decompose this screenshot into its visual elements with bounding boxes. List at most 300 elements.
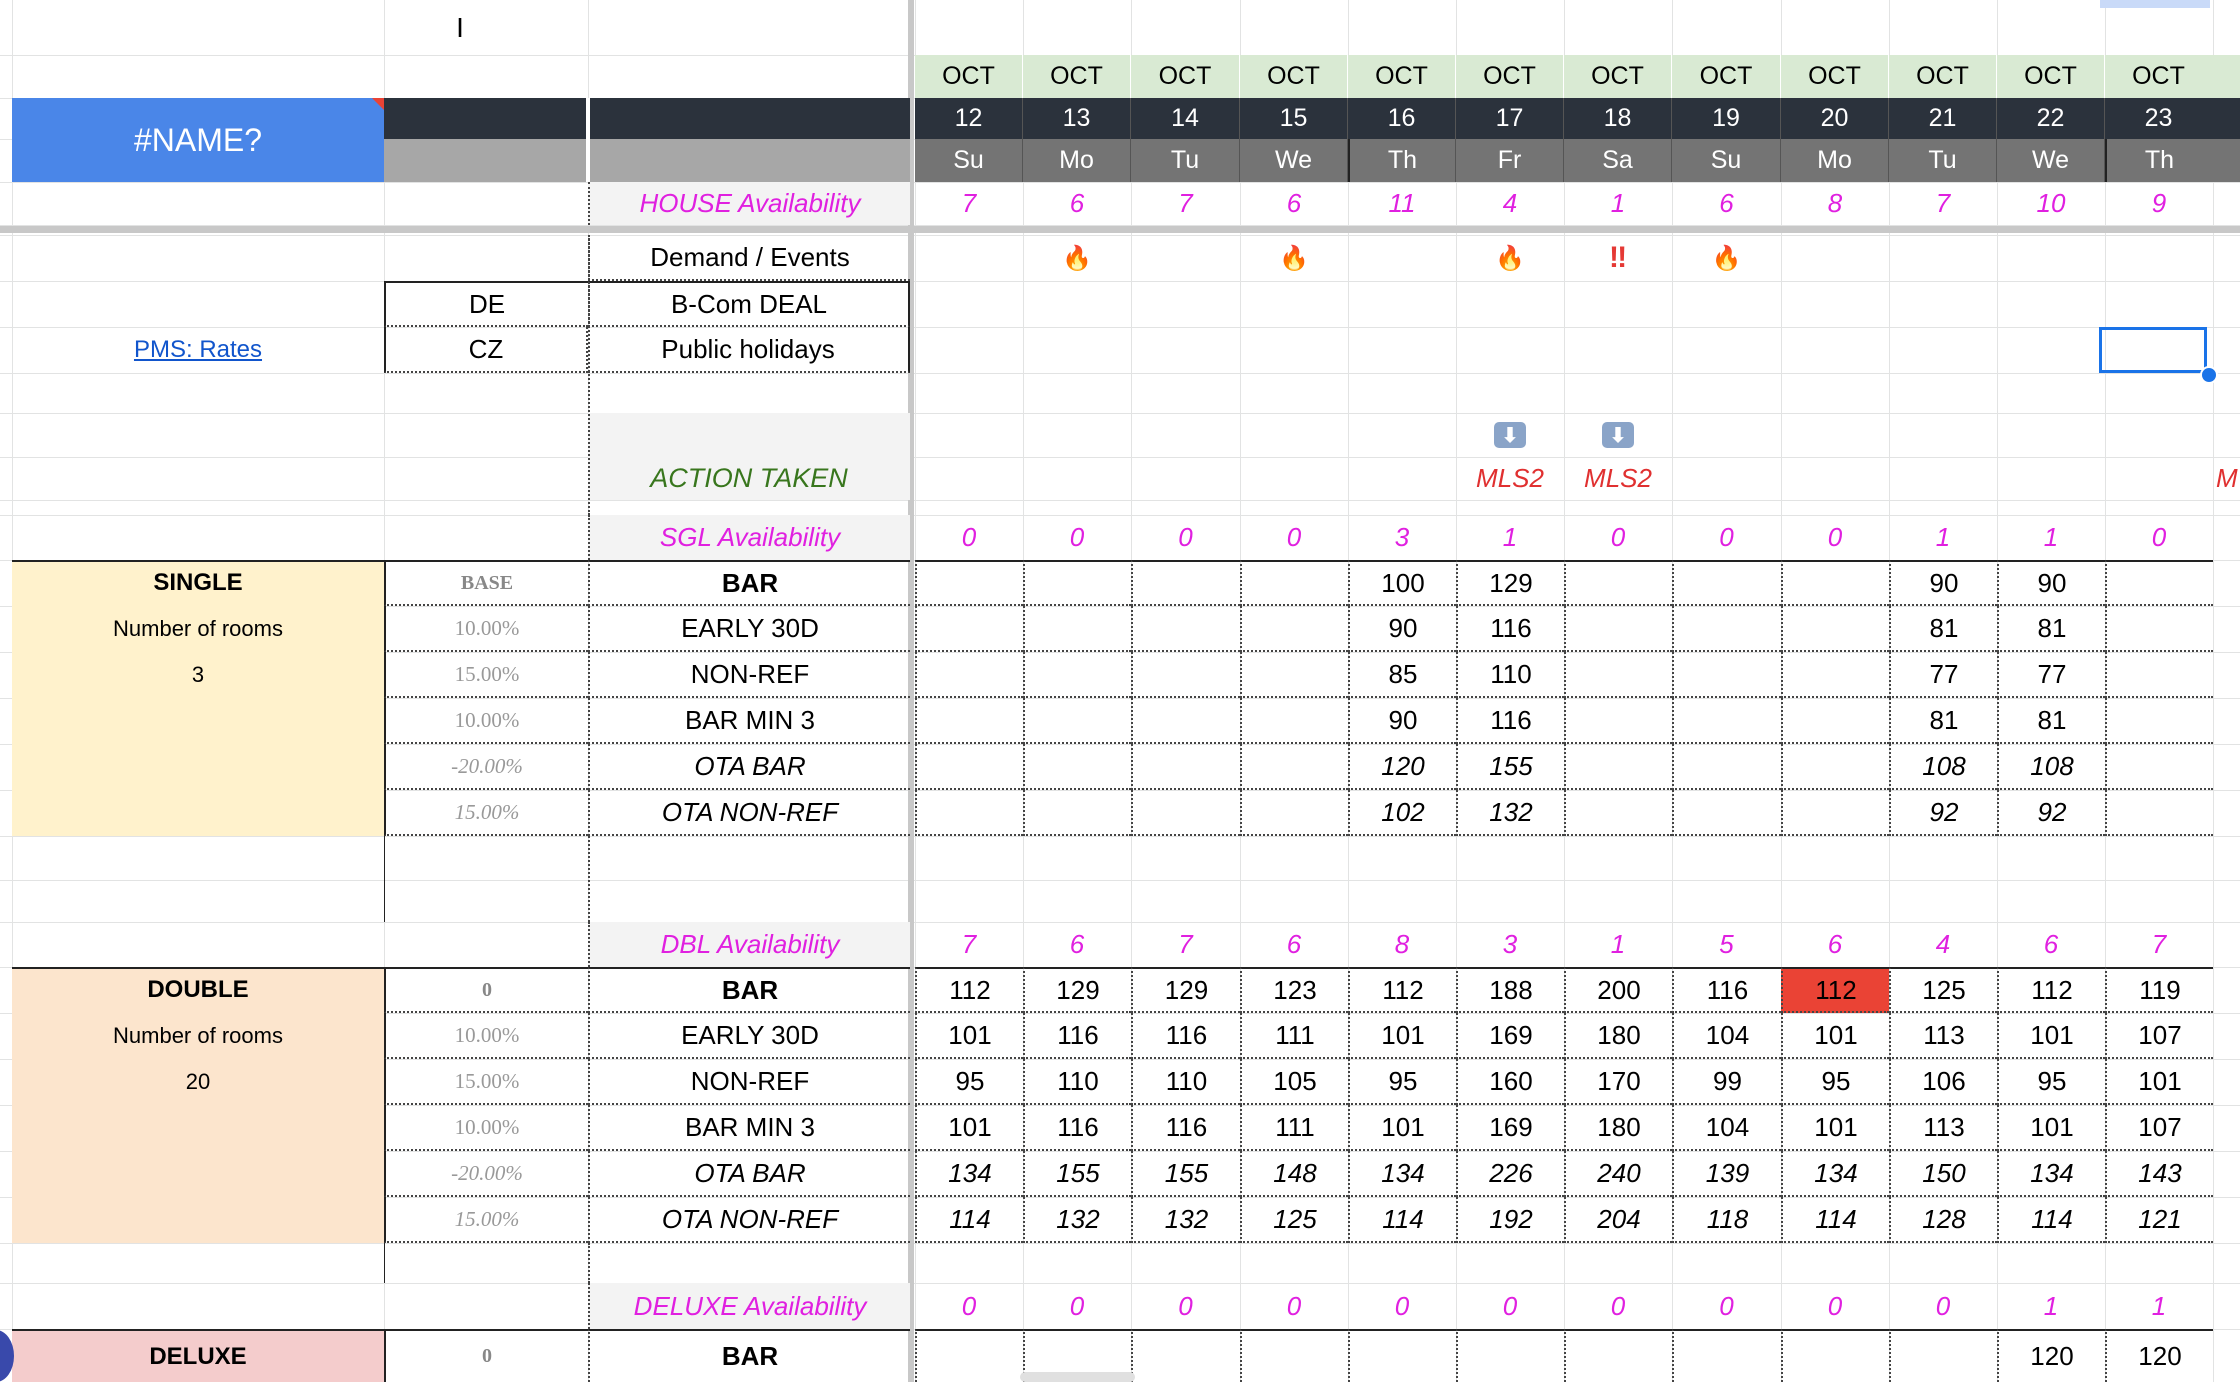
house-availability-value[interactable]: 4 xyxy=(1502,188,1518,218)
single-rate-value[interactable]: 129 xyxy=(1456,560,1564,606)
single-rate-value[interactable]: 77 xyxy=(1997,652,2105,698)
double-rate-value[interactable]: 112 xyxy=(915,967,1023,1013)
month-header[interactable]: OCT xyxy=(2105,55,2213,98)
sgl-availability-value[interactable]: 0 xyxy=(1286,522,1302,552)
double-rate-value[interactable]: 155 xyxy=(1023,1151,1131,1197)
double-rate-value[interactable]: 192 xyxy=(1456,1197,1564,1243)
double-rate-value[interactable]: 132 xyxy=(1131,1197,1240,1243)
single-rate-value[interactable]: 81 xyxy=(1997,698,2105,744)
double-rate-value[interactable]: 116 xyxy=(1672,967,1781,1013)
sgl-availability-value[interactable]: 0 xyxy=(1719,522,1734,552)
double-rate-value[interactable]: 101 xyxy=(1348,1105,1456,1151)
single-rate-value[interactable]: 85 xyxy=(1348,652,1456,698)
house-availability-value[interactable]: 8 xyxy=(1827,188,1843,218)
single-rate-value[interactable]: 90 xyxy=(1889,560,1997,606)
header-gray-band[interactable] xyxy=(384,139,910,182)
double-rate-value[interactable]: 101 xyxy=(1997,1105,2105,1151)
double-rate-value[interactable]: 125 xyxy=(1889,967,1997,1013)
deluxe-rate-value[interactable]: 120 xyxy=(2105,1329,2213,1382)
double-rate-value[interactable]: 101 xyxy=(1781,1013,1889,1059)
double-rate-value[interactable]: 169 xyxy=(1456,1013,1564,1059)
sgl-availability-value[interactable]: 0 xyxy=(1178,522,1193,552)
double-rate-value[interactable]: 95 xyxy=(1781,1059,1889,1105)
single-rate-value[interactable] xyxy=(1672,606,1781,652)
single-rate-value[interactable]: 90 xyxy=(1348,698,1456,744)
single-rate-value[interactable] xyxy=(1240,790,1348,836)
single-rooms-label[interactable]: Number of rooms xyxy=(113,616,283,641)
date-header[interactable]: 20 xyxy=(1781,98,1889,139)
single-rate-value[interactable] xyxy=(915,606,1023,652)
sgl-availability-value[interactable]: 3 xyxy=(1394,522,1410,552)
date-header[interactable]: 13 xyxy=(1023,98,1131,139)
dbl-availability-value[interactable]: 7 xyxy=(1178,929,1193,959)
double-rate-value[interactable]: 188 xyxy=(1456,967,1564,1013)
weekday-header[interactable]: We xyxy=(1997,139,2105,182)
double-rate-value[interactable]: 111 xyxy=(1240,1013,1348,1059)
weekday-header[interactable]: Th xyxy=(2105,139,2213,182)
single-modifier[interactable]: -20.00% xyxy=(384,744,588,790)
deluxe-availability-value[interactable]: 0 xyxy=(1069,1290,1085,1321)
double-room-name[interactable]: DOUBLE xyxy=(147,976,249,1003)
single-rate-value[interactable] xyxy=(1564,698,1672,744)
single-rate-value[interactable] xyxy=(1781,744,1889,790)
single-rate-value[interactable] xyxy=(1023,560,1131,606)
weekday-header[interactable]: Su xyxy=(1672,139,1781,182)
single-rate-value[interactable] xyxy=(1131,744,1240,790)
weekday-header[interactable]: Mo xyxy=(1781,139,1889,182)
double-modifier[interactable]: -20.00% xyxy=(384,1151,588,1197)
single-rate-value[interactable] xyxy=(1131,606,1240,652)
double-rate-code[interactable]: OTA BAR xyxy=(588,1151,910,1197)
double-rate-value[interactable]: 114 xyxy=(1348,1197,1456,1243)
single-rate-value[interactable] xyxy=(1672,744,1781,790)
double-rate-value[interactable]: 134 xyxy=(915,1151,1023,1197)
deluxe-availability-value[interactable]: 0 xyxy=(1610,1290,1626,1321)
single-rate-value[interactable] xyxy=(1240,606,1348,652)
double-rate-value[interactable]: 200 xyxy=(1564,967,1672,1013)
month-header[interactable]: OCT xyxy=(1131,55,1240,98)
single-rate-value[interactable] xyxy=(1564,790,1672,836)
single-rate-value[interactable] xyxy=(1672,652,1781,698)
single-rate-value[interactable] xyxy=(915,560,1023,606)
double-rooms-count[interactable]: 20 xyxy=(185,1069,211,1094)
double-modifier[interactable]: 15.00% xyxy=(384,1059,588,1105)
action-taken-value[interactable]: MLS2 xyxy=(1476,463,1544,493)
double-rate-value[interactable]: 180 xyxy=(1564,1013,1672,1059)
double-rate-value[interactable]: 129 xyxy=(1131,967,1240,1013)
single-rate-value[interactable]: 116 xyxy=(1456,698,1564,744)
double-rate-value[interactable]: 112 xyxy=(1997,967,2105,1013)
date-header[interactable]: 15 xyxy=(1240,98,1348,139)
month-header[interactable]: OCT xyxy=(1023,55,1131,98)
deluxe-rate-value[interactable] xyxy=(1781,1329,1889,1382)
deluxe-rate-value[interactable]: 120 xyxy=(1997,1329,2105,1382)
single-rate-value[interactable]: 81 xyxy=(1889,606,1997,652)
dbl-availability-value[interactable]: 5 xyxy=(1719,929,1734,959)
deluxe-availability-label[interactable]: DELUXE Availability xyxy=(588,1283,910,1329)
horizontal-scrollbar[interactable] xyxy=(1020,1372,1135,1382)
dbl-availability-value[interactable]: 3 xyxy=(1502,929,1518,959)
deluxe-rate-code[interactable]: BAR xyxy=(588,1329,910,1382)
date-header[interactable]: 12 xyxy=(915,98,1023,139)
single-rate-value[interactable] xyxy=(1023,744,1131,790)
single-rate-value[interactable] xyxy=(2105,790,2213,836)
country-cz[interactable]: CZ xyxy=(384,327,588,373)
single-rate-code[interactable]: NON-REF xyxy=(588,652,910,698)
dbl-availability-value[interactable]: 7 xyxy=(961,929,977,959)
single-rate-value[interactable] xyxy=(1131,698,1240,744)
single-rooms-count[interactable]: 3 xyxy=(191,662,205,687)
double-rate-value[interactable]: 139 xyxy=(1672,1151,1781,1197)
double-modifier[interactable]: 10.00% xyxy=(384,1105,588,1151)
single-rate-value[interactable] xyxy=(2105,606,2213,652)
single-rate-value[interactable] xyxy=(915,790,1023,836)
single-rate-value[interactable] xyxy=(1564,744,1672,790)
double-rate-value[interactable]: 114 xyxy=(1997,1197,2105,1243)
date-header[interactable]: 22 xyxy=(1997,98,2105,139)
single-rate-value[interactable] xyxy=(1131,790,1240,836)
single-rate-value[interactable] xyxy=(1672,560,1781,606)
deluxe-availability-value[interactable]: 0 xyxy=(961,1290,977,1321)
single-rate-value[interactable]: 92 xyxy=(1889,790,1997,836)
double-rate-value[interactable]: 95 xyxy=(1348,1059,1456,1105)
double-rate-value[interactable]: 119 xyxy=(2105,967,2213,1013)
public-holidays-label[interactable]: Public holidays xyxy=(588,327,910,373)
month-header[interactable]: OCT xyxy=(1456,55,1564,98)
double-rate-value[interactable]: 132 xyxy=(1023,1197,1131,1243)
double-rate-value[interactable]: 101 xyxy=(1348,1013,1456,1059)
pms-rates-link[interactable]: PMS: Rates xyxy=(133,336,263,363)
house-availability-value[interactable]: 7 xyxy=(961,188,977,218)
single-rate-value[interactable] xyxy=(1240,698,1348,744)
single-rate-value[interactable] xyxy=(1240,560,1348,606)
month-header[interactable]: OCT xyxy=(915,55,1023,98)
single-rate-value[interactable] xyxy=(1240,652,1348,698)
double-rate-value[interactable]: 101 xyxy=(1781,1105,1889,1151)
single-rate-value[interactable] xyxy=(1781,606,1889,652)
sgl-availability-value[interactable]: 0 xyxy=(1610,522,1626,552)
frozen-row-divider[interactable] xyxy=(0,226,2240,233)
double-rate-value[interactable]: 170 xyxy=(1564,1059,1672,1105)
double-rate-value[interactable]: 105 xyxy=(1240,1059,1348,1105)
double-rate-code[interactable]: EARLY 30D xyxy=(588,1013,910,1059)
sgl-availability-value[interactable]: 1 xyxy=(1935,522,1951,552)
single-rate-value[interactable] xyxy=(2105,698,2213,744)
double-rate-value[interactable]: 125 xyxy=(1240,1197,1348,1243)
house-availability-value[interactable]: 9 xyxy=(2151,188,2167,218)
house-availability-value[interactable]: 6 xyxy=(1069,188,1085,218)
month-header-partial[interactable] xyxy=(2212,55,2240,98)
double-rate-value[interactable]: 204 xyxy=(1564,1197,1672,1243)
double-rate-code[interactable]: NON-REF xyxy=(588,1059,910,1105)
double-rate-value[interactable]: 113 xyxy=(1889,1013,1997,1059)
double-rate-value[interactable]: 116 xyxy=(1131,1105,1240,1151)
single-rate-value[interactable]: 81 xyxy=(1889,698,1997,744)
name-error-cell[interactable]: #NAME? xyxy=(12,98,384,182)
sgl-availability-value[interactable]: 1 xyxy=(1502,522,1518,552)
date-header[interactable]: 21 xyxy=(1889,98,1997,139)
double-rate-value[interactable]: 99 xyxy=(1672,1059,1781,1105)
single-rate-value[interactable]: 116 xyxy=(1456,606,1564,652)
date-header[interactable]: 23 xyxy=(2105,98,2213,139)
single-modifier[interactable]: 15.00% xyxy=(384,652,588,698)
deluxe-rate-value[interactable] xyxy=(1240,1329,1348,1382)
dbl-availability-value[interactable]: 8 xyxy=(1394,929,1410,959)
single-rate-value[interactable] xyxy=(1023,790,1131,836)
deluxe-availability-value[interactable]: 1 xyxy=(2043,1290,2059,1321)
single-rate-value[interactable]: 100 xyxy=(1348,560,1456,606)
double-modifier[interactable]: 0 xyxy=(384,967,588,1013)
double-rate-value[interactable]: 118 xyxy=(1672,1197,1781,1243)
bcom-deal-label[interactable]: B-Com DEAL xyxy=(588,281,910,327)
deluxe-availability-value[interactable]: 0 xyxy=(1394,1290,1410,1321)
double-rate-code[interactable]: BAR MIN 3 xyxy=(588,1105,910,1151)
single-rate-value[interactable]: 102 xyxy=(1348,790,1456,836)
dbl-availability-value[interactable]: 6 xyxy=(1069,929,1085,959)
single-rate-value[interactable]: 90 xyxy=(1348,606,1456,652)
double-rate-value[interactable]: 114 xyxy=(1781,1197,1889,1243)
double-rate-value[interactable]: 104 xyxy=(1672,1105,1781,1151)
single-rate-value[interactable] xyxy=(915,652,1023,698)
house-availability-value[interactable]: 7 xyxy=(1935,188,1951,218)
single-modifier[interactable]: 10.00% xyxy=(384,698,588,744)
double-rate-value[interactable]: 116 xyxy=(1023,1105,1131,1151)
dbl-availability-value[interactable]: 6 xyxy=(1827,929,1843,959)
sgl-availability-value[interactable]: 0 xyxy=(2151,522,2167,552)
double-rate-value[interactable]: 106 xyxy=(1889,1059,1997,1105)
single-rate-value[interactable]: 120 xyxy=(1348,744,1456,790)
deluxe-availability-value[interactable]: 0 xyxy=(1719,1290,1734,1321)
weekday-header[interactable]: Fr xyxy=(1456,139,1564,182)
house-availability-value[interactable]: 6 xyxy=(1719,188,1734,218)
single-rate-code[interactable]: BAR MIN 3 xyxy=(588,698,910,744)
double-rate-value[interactable]: 104 xyxy=(1672,1013,1781,1059)
house-availability-value[interactable]: 7 xyxy=(1178,188,1193,218)
single-rate-value[interactable]: 108 xyxy=(1889,744,1997,790)
single-rate-value[interactable]: 155 xyxy=(1456,744,1564,790)
country-de[interactable]: DE xyxy=(384,281,588,327)
deluxe-rate-value[interactable] xyxy=(1564,1329,1672,1382)
double-rate-value[interactable]: 101 xyxy=(915,1013,1023,1059)
double-rate-code[interactable]: BAR xyxy=(588,967,910,1013)
single-rate-value[interactable] xyxy=(2105,744,2213,790)
single-rate-code[interactable]: EARLY 30D xyxy=(588,606,910,652)
double-rate-value[interactable]: 95 xyxy=(1997,1059,2105,1105)
deluxe-rate-value[interactable] xyxy=(915,1329,1023,1382)
double-rate-value[interactable]: 128 xyxy=(1889,1197,1997,1243)
selected-cell[interactable] xyxy=(2099,327,2207,373)
date-header[interactable]: 16 xyxy=(1348,98,1456,139)
double-rate-value[interactable]: 148 xyxy=(1240,1151,1348,1197)
single-rate-value[interactable]: 108 xyxy=(1997,744,2105,790)
single-modifier[interactable]: BASE xyxy=(384,560,588,606)
double-rate-value[interactable]: 240 xyxy=(1564,1151,1672,1197)
dbl-availability-value[interactable]: 7 xyxy=(2151,929,2167,959)
month-header[interactable]: OCT xyxy=(1889,55,1997,98)
month-header[interactable]: OCT xyxy=(1564,55,1672,98)
weekday-header[interactable]: We xyxy=(1240,139,1348,182)
double-rate-value[interactable]: 112 xyxy=(1348,967,1456,1013)
double-rate-value[interactable]: 111 xyxy=(1240,1105,1348,1151)
weekday-header[interactable]: Mo xyxy=(1023,139,1131,182)
deluxe-availability-value[interactable]: 0 xyxy=(1502,1290,1518,1321)
double-rate-value[interactable]: 116 xyxy=(1131,1013,1240,1059)
sgl-availability-value[interactable]: 0 xyxy=(1069,522,1085,552)
month-header[interactable]: OCT xyxy=(1240,55,1348,98)
double-rate-value[interactable]: 95 xyxy=(915,1059,1023,1105)
double-rate-value[interactable]: 160 xyxy=(1456,1059,1564,1105)
single-rate-value[interactable]: 81 xyxy=(1997,606,2105,652)
double-rate-value[interactable]: 150 xyxy=(1889,1151,1997,1197)
double-rate-value[interactable]: 134 xyxy=(1997,1151,2105,1197)
weekday-header[interactable]: Tu xyxy=(1131,139,1240,182)
double-rate-value[interactable]: 113 xyxy=(1889,1105,1997,1151)
double-rate-value[interactable]: 107 xyxy=(2105,1013,2213,1059)
double-rooms-label[interactable]: Number of rooms xyxy=(113,1023,283,1048)
action-taken-label[interactable]: ACTION TAKEN xyxy=(588,457,910,500)
single-rate-value[interactable] xyxy=(2105,560,2213,606)
date-header[interactable]: 17 xyxy=(1456,98,1564,139)
month-header[interactable]: OCT xyxy=(1672,55,1781,98)
month-header[interactable]: OCT xyxy=(1781,55,1889,98)
double-rate-value[interactable]: 169 xyxy=(1456,1105,1564,1151)
deluxe-availability-value[interactable]: 0 xyxy=(1286,1290,1302,1321)
deluxe-availability-value[interactable]: 0 xyxy=(1178,1290,1193,1321)
single-rate-code[interactable]: OTA NON-REF xyxy=(588,790,910,836)
single-rate-value[interactable] xyxy=(1781,790,1889,836)
dbl-availability-value[interactable]: 6 xyxy=(1286,929,1302,959)
deluxe-rate-value[interactable] xyxy=(1456,1329,1564,1382)
double-modifier[interactable]: 15.00% xyxy=(384,1197,588,1243)
dbl-availability-value[interactable]: 4 xyxy=(1935,929,1951,959)
date-header[interactable]: 18 xyxy=(1564,98,1672,139)
double-rate-value[interactable]: 155 xyxy=(1131,1151,1240,1197)
single-modifier[interactable]: 10.00% xyxy=(384,606,588,652)
double-rate-value[interactable]: 134 xyxy=(1348,1151,1456,1197)
single-rate-value[interactable] xyxy=(1564,652,1672,698)
single-rate-value[interactable] xyxy=(1672,790,1781,836)
gridline xyxy=(0,500,2240,501)
single-rate-value[interactable] xyxy=(1131,560,1240,606)
header-dark-band[interactable] xyxy=(384,98,910,139)
single-rate-value[interactable] xyxy=(915,698,1023,744)
demand-events-label[interactable]: Demand / Events xyxy=(588,235,910,281)
deluxe-availability-value[interactable]: 1 xyxy=(2151,1290,2167,1321)
double-rate-value[interactable]: 226 xyxy=(1456,1151,1564,1197)
single-rate-value[interactable] xyxy=(1672,698,1781,744)
deluxe-availability-value[interactable]: 0 xyxy=(1827,1290,1843,1321)
sgl-availability-label[interactable]: SGL Availability xyxy=(588,515,910,560)
sgl-availability-value[interactable]: 0 xyxy=(1827,522,1843,552)
sgl-availability-value[interactable]: 1 xyxy=(2043,522,2059,552)
deluxe-modifier[interactable]: 0 xyxy=(384,1329,588,1382)
single-rate-value[interactable] xyxy=(1564,606,1672,652)
column-select-band xyxy=(2100,0,2210,8)
single-rate-code[interactable]: OTA BAR xyxy=(588,744,910,790)
date-header[interactable]: 14 xyxy=(1131,98,1240,139)
deluxe-rate-value[interactable] xyxy=(1131,1329,1240,1382)
single-modifier[interactable]: 15.00% xyxy=(384,790,588,836)
double-rate-value[interactable]: 121 xyxy=(2105,1197,2213,1243)
double-rate-value[interactable]: 101 xyxy=(1997,1013,2105,1059)
fill-handle[interactable] xyxy=(2200,366,2218,384)
double-rate-value[interactable]: 107 xyxy=(2105,1105,2213,1151)
single-rate-value[interactable] xyxy=(1781,560,1889,606)
deluxe-room-name[interactable]: DELUXE xyxy=(12,1329,384,1382)
action-taken-partial[interactable]: M xyxy=(2216,463,2238,493)
single-rate-value[interactable]: 77 xyxy=(1889,652,1997,698)
double-rate-value[interactable]: 110 xyxy=(1023,1059,1131,1105)
deluxe-availability-value[interactable]: 0 xyxy=(1935,1290,1951,1321)
double-rate-value[interactable]: 110 xyxy=(1131,1059,1240,1105)
double-modifier[interactable]: 10.00% xyxy=(384,1013,588,1059)
double-rate-value[interactable]: 123 xyxy=(1240,967,1348,1013)
gridline xyxy=(2213,0,2214,1382)
single-rate-value[interactable] xyxy=(1240,744,1348,790)
single-rate-value[interactable] xyxy=(2105,652,2213,698)
double-rate-value[interactable]: 101 xyxy=(2105,1059,2213,1105)
single-rate-value[interactable] xyxy=(1131,652,1240,698)
single-rate-value[interactable] xyxy=(1023,698,1131,744)
weekday-header[interactable]: Tu xyxy=(1889,139,1997,182)
single-rate-value[interactable]: 110 xyxy=(1456,652,1564,698)
house-availability-value[interactable]: 11 xyxy=(1388,188,1416,218)
single-rate-value[interactable] xyxy=(1023,652,1131,698)
deluxe-rate-value[interactable] xyxy=(1348,1329,1456,1382)
single-rate-value[interactable] xyxy=(1781,652,1889,698)
weekday-header[interactable]: Sa xyxy=(1564,139,1672,182)
deluxe-rate-value[interactable] xyxy=(1889,1329,1997,1382)
month-header[interactable]: OCT xyxy=(1997,55,2105,98)
sgl-availability-value[interactable]: 0 xyxy=(961,522,977,552)
single-rate-code[interactable]: BAR xyxy=(588,560,910,606)
single-rate-value[interactable]: 132 xyxy=(1456,790,1564,836)
double-rate-value[interactable]: 112 xyxy=(1781,967,1889,1013)
single-rate-value[interactable] xyxy=(1023,606,1131,652)
single-rate-value[interactable] xyxy=(915,744,1023,790)
double-rate-value[interactable]: 101 xyxy=(915,1105,1023,1151)
deluxe-rate-value[interactable] xyxy=(1672,1329,1781,1382)
dbl-availability-value[interactable]: 1 xyxy=(1610,929,1626,959)
house-availability-label[interactable]: HOUSE Availability xyxy=(588,182,910,225)
weekday-header-partial[interactable] xyxy=(2212,139,2240,182)
action-taken-value[interactable]: MLS2 xyxy=(1584,463,1652,493)
double-rate-value[interactable]: 180 xyxy=(1564,1105,1672,1151)
single-rate-value[interactable] xyxy=(1564,560,1672,606)
single-rate-value[interactable]: 90 xyxy=(1997,560,2105,606)
action-icon-label[interactable] xyxy=(588,413,910,457)
dbl-availability-value[interactable]: 6 xyxy=(2043,929,2059,959)
double-rate-value[interactable]: 114 xyxy=(915,1197,1023,1243)
double-rate-value[interactable]: 134 xyxy=(1781,1151,1889,1197)
double-rate-value[interactable]: 143 xyxy=(2105,1151,2213,1197)
double-rate-code[interactable]: OTA NON-REF xyxy=(588,1197,910,1243)
date-header-partial[interactable] xyxy=(2212,98,2240,139)
double-rate-value[interactable]: 129 xyxy=(1023,967,1131,1013)
month-header[interactable]: OCT xyxy=(1348,55,1456,98)
date-header[interactable]: 19 xyxy=(1672,98,1781,139)
dbl-availability-label[interactable]: DBL Availability xyxy=(588,922,910,967)
house-availability-value[interactable]: 6 xyxy=(1286,188,1302,218)
single-rate-value[interactable] xyxy=(1781,698,1889,744)
weekday-header[interactable]: Th xyxy=(1348,139,1456,182)
double-rate-value[interactable]: 116 xyxy=(1023,1013,1131,1059)
house-availability-value[interactable]: 1 xyxy=(1610,188,1626,218)
house-availability-value[interactable]: 10 xyxy=(2036,188,2066,218)
single-rate-value[interactable]: 92 xyxy=(1997,790,2105,836)
single-room-name[interactable]: SINGLE xyxy=(153,569,243,596)
weekday-header[interactable]: Su xyxy=(915,139,1023,182)
